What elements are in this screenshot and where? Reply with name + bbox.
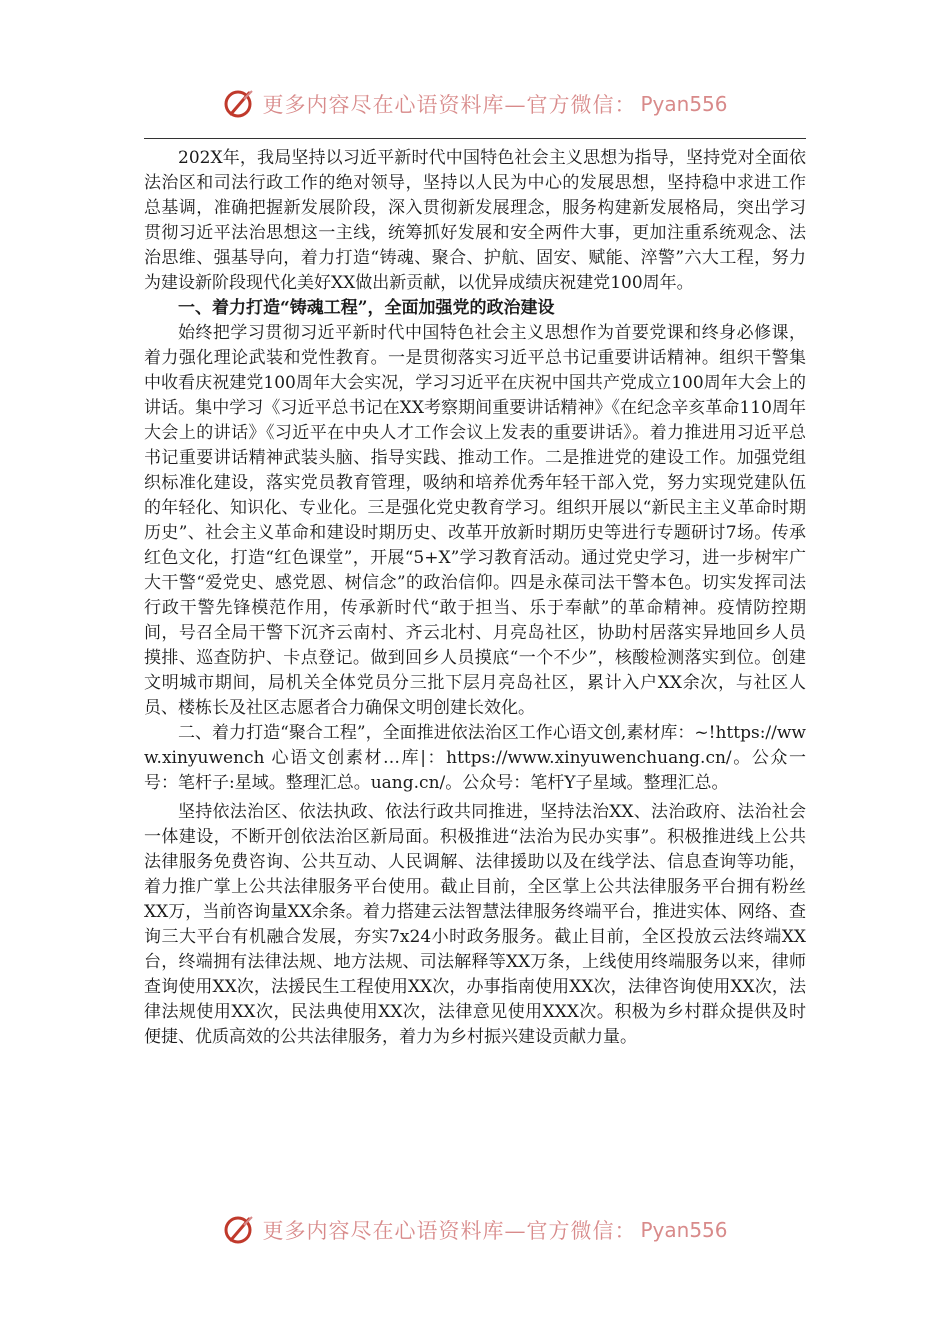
- banner-text: 更多内容尽在心语资料库—官方微信：: [262, 1219, 637, 1243]
- header-banner: [0, 80, 950, 128]
- banner-handle: Pyan556: [640, 1218, 728, 1242]
- banner-text: 更多内容尽在心语资料库—官方微信：: [262, 93, 637, 117]
- section-heading-1: 一、着力打造“铸魂工程”，全面加强党的政治建设: [178, 298, 555, 318]
- section-2-paragraph: 坚持依法治区、依法执政、依法行政共同推进，坚持法治XX、法治政府、法治社会一体建设，不断开创依法治区新局面。积极推进“法治为民办实事”。积极推进线上公共法律服务免费咨询、公共互动、人民调解、法律援助以及在线学法、信息查询等功能，着力推广掌上公共法律服务平台使用。截止目前，全区掌上公共法律服务平台拥有粉丝XX万，当前咨询量XX余条。着力搭建云法智慧法律服务终端平台，推进实体、网络、查询三大平台有机融合发展，夯实7x24小时政务服务。截止目前，全区投放云法终端XX台，终端拥有法律法规、地方法规、司法解释等XX万条，上线使用终端服务以来，律师查询使用XX次，法援民生工程使用XX次，办事指南使用XX次，法律咨询使用XX次，法律法规使用XX次，民法典使用XX次，法律意见使用XXX次。积极为乡村群众提供及时便捷、优质高效的公共法律服务，着力为乡村振兴建设贡献力量。: [144, 802, 806, 1047]
- intro-paragraph: 202X年，我局坚持以习近平新时代中国特色社会主义思想为指导，坚持党对全面依法治区和司法行政工作的绝对领导，坚持以人民为中心的发展思想，坚持稳中求进工作总基调，准确把握新发展阶段，深入贯彻新发展理念，服务构建新发展格局，突出学习贯彻习近平法治思想这一主线，统筹抓好发展和安全两件大事，更加注重系统观念、法治思维、强基导向，着力打造“铸魂、聚合、护航、固安、赋能、淬警”六大工程，努力为建设新阶段现代化美好XX做出新贡献，以优异成绩庆祝建党100周年。: [144, 148, 806, 293]
- banner-handle: Pyan556: [640, 92, 728, 116]
- document-body: [144, 146, 806, 1050]
- pen-circle-logo-icon: [222, 87, 256, 121]
- section-1-paragraph: 始终把学习贯彻习近平新时代中国特色社会主义思想作为首要党课和终身必修课，着力强化理论武装和党性教育。一是贯彻落实习近平总书记重要讲话精神。组织干警集中收看庆祝建党100周年大会实况，学习习近平在庆祝中国共产党成立100周年大会上的讲话。集中学习《习近平总书记在XX考察期间重要讲话精神》《在纪念辛亥革命110周年大会上的讲话》《习近平在中央人才工作会议上发表的重要讲话》。着力推进用习近平总书记重要讲话精神武装头脑、指导实践、推动工作。二是推进党的建设工作。加强党组织标准化建设，落实党员教育管理，吸纳和培养优秀年轻干部入党，努力实现党建队伍的年轻化、知识化、专业化。三是强化党史教育学习。组织开展以“新民主主义革命时期历史”、社会主义革命和建设时期历史、改革开放新时期历史等进行专题研讨7场。传承红色文化，打造“红色课堂”，开展“5+X”学习教育活动。通过党史学习，进一步树牢广大干警“爱党史、感党恩、树信念”的政治信仰。四是永葆司法干警本色。切实发挥司法行政干警先锋模范作用，传承新时代“敢于担当、乐于奉献”的革命精神。疫情防控期间，号召全局干警下沉齐云南村、齐云北村、月亮岛社区，协助村居落实异地回乡人员摸排、巡查防护、卡点登记。做到回乡人员摸底“一个不少”，核酸检测落实到位。创建文明城市期间，局机关全体党员分三批下层月亮岛社区，累计入户XX余次，与社区人员、楼栋长及社区志愿者合力确保文明创建长效化。: [144, 323, 806, 718]
- section-heading-2: 二、着力打造“聚合工程”，全面推进依法治区工作心语文创,素材库：~!https://www.xinyuwench 心语文创素材…库|：https://www.xinyuwenchuang.cn/。公众一号：笔杆子:星域。整理汇总。uang.cn/。公众号：笔杆Y子星域。整理汇总。: [144, 723, 806, 793]
- footer-banner: [0, 1206, 950, 1254]
- header-divider: [144, 138, 806, 139]
- pen-circle-logo-icon: [222, 1213, 256, 1247]
